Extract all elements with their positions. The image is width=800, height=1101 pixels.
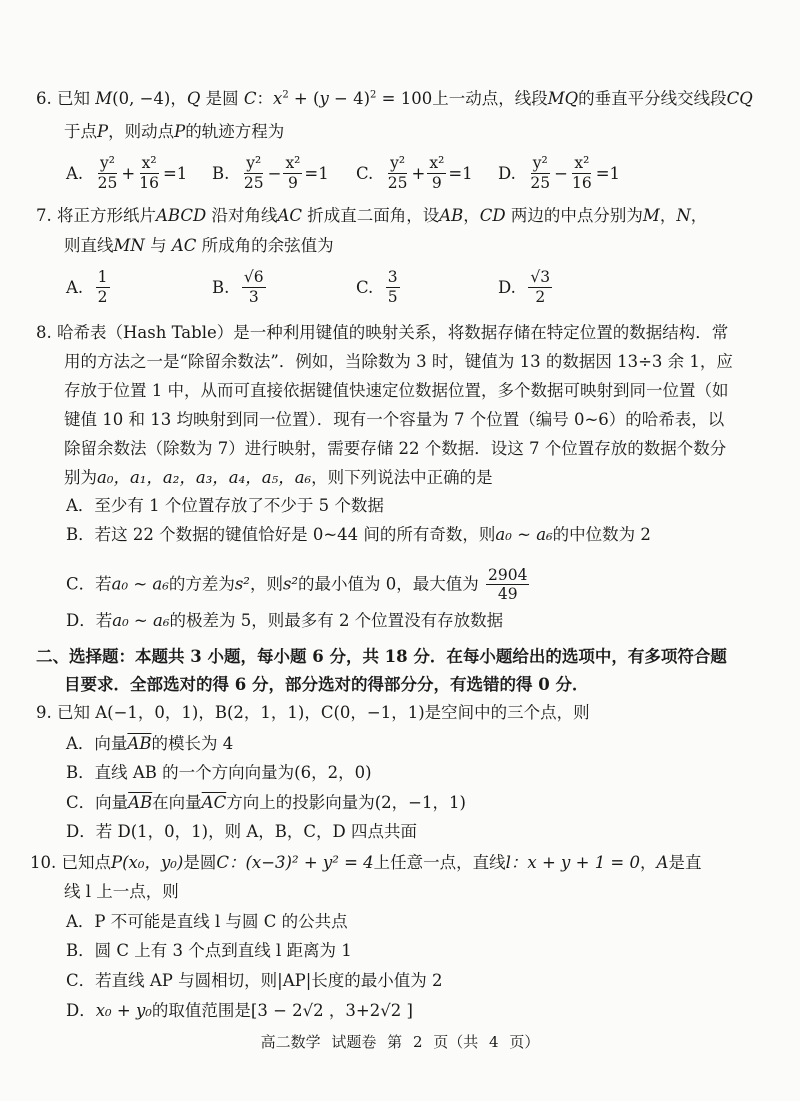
q7-line2: 则直线MN 与 AC 所成角的余弦值为	[64, 236, 334, 255]
q8-line4: 键值 10 和 13 均映射到同一位置）．现有一个容量为 7 个位置（编号 0~6）的哈希表，以	[64, 410, 725, 429]
q7-line1: 7. 将正方形纸片ABCD 沿对角线AC 折成直二面角，设AB，CD 两边的中点分别为M，N，	[36, 206, 708, 225]
q9-stem: 9. 已知 A(−1，0，1)，B(2，1，1)，C(0，−1，1)是空间中的三个点，则	[36, 703, 590, 722]
q9-option-b: B．直线 AB 的一个方向向量为(6，2，0)	[66, 763, 372, 782]
q6-option-a: A. $\frac{\text{y²}}{25}$ + $\frac{\text{x²}}{16}$ =1	[66, 154, 188, 192]
q6-line2: 于点P，则动点P的轨迹方程为	[64, 122, 285, 141]
q7-option-c: C. $\frac{3}{5}$	[356, 268, 398, 306]
q6-options	[0, 148, 800, 198]
q6-option-c: C. $\frac{\text{y²}}{25}$ + $\frac{\text{x²}}{9}$ =1	[356, 154, 473, 192]
q6-option-b: B. $\frac{\text{y²}}{25}$ − $\frac{\text{x²}}{9}$ =1	[212, 154, 329, 192]
q6-option-d: D. $\frac{\text{y²}}{25}$ − $\frac{\text{x²}}{16}$ =1	[498, 154, 621, 192]
q10-option-a: A．P 不可能是直线 l 与圆 C 的公共点	[66, 912, 348, 931]
q7-option-a: A. $\frac{1}{2}$	[66, 268, 108, 306]
q10-option-b: B．圆 C 上有 3 个点到直线 l 距离为 1	[66, 941, 352, 960]
q9-option-a: A．向量$\overline{AB}$的模长为 4	[66, 734, 234, 753]
q9-option-d: D．若 D(1，0，1)，则 A，B，C，D 四点共面	[66, 822, 417, 841]
q8-line1: 8. 哈希表（Hash Table）是一种利用键值的映射关系，将数据存储在特定位置的数据结构．常	[36, 323, 729, 342]
q8-line3: 存放于位置 1 中，从而可直接依据键值快速定位数据位置，多个数据可映射到同一位置（如	[64, 381, 729, 400]
q9-number: 9.	[36, 703, 52, 722]
q8-line5: 除留余数法（除数为 7）进行映射，需要存储 22 个数据．设这 7 个位置存放的数据个数分	[64, 439, 727, 458]
q10-stem-line1: 10. 已知点P(x₀，y₀)是圆C：(x−3)² + y² = 4上任意一点，直线l：x + y + 1 = 0，A是直	[30, 853, 702, 872]
q10-stem-line2: 线 l 上一点，则	[64, 882, 179, 901]
q10-option-d: D．x₀ + y₀的取值范围是[3 − 2√2 ，3+2√2 ]	[66, 1001, 413, 1020]
q7-number: 7.	[36, 206, 52, 225]
q8-number: 8.	[36, 323, 52, 342]
section2-line1: 二、选择题：本题共 3 小题，每小题 6 分，共 18 分．在每小题给出的选项中，有多项符合题	[36, 647, 727, 666]
q10-number: 10.	[30, 853, 57, 872]
q7-option-b: B. $\frac{√6}{3}$	[212, 268, 264, 306]
page-footer: 高二数学 试题卷 第 2 页（共 4 页）	[260, 1033, 540, 1051]
q10-option-c: C．若直线 AP 与圆相切，则|AP|长度的最小值为 2	[66, 971, 443, 990]
q8-option-a: A．至少有 1 个位置存放了不少于 5 个数据	[66, 496, 384, 515]
q8-line2: 用的方法之一是“除留余数法”．例如，当除数为 3 时，键值为 13 的数据因 13÷3 余 1，应	[64, 352, 733, 371]
q7-option-d: D. $\frac{√3}{2}$	[498, 268, 551, 306]
q8-option-d: D．若a₀ ~ a₆的极差为 5，则最多有 2 个位置没有存放数据	[66, 611, 504, 630]
q8-option-c: C．若a₀ ~ a₆的方差为s²，则s²的最小值为 0，最大值为 $\frac{2904}{49}$	[66, 566, 528, 604]
q8-option-b: B．若这 22 个数据的键值恰好是 0~44 间的所有奇数，则a₀ ~ a₆的中位数为 2	[66, 525, 651, 544]
q9-option-c: C．向量$\overline{AB}$在向量$\overline{AC}$方向上的投影向量为(2，−1，1)	[66, 793, 466, 812]
section2-line2: 目要求．全部选对的得 6 分，部分选对的得部分分，有选错的得 0 分．	[64, 675, 589, 694]
q6-number: 6.	[36, 89, 52, 108]
q6-line1: 6. 已知 M(0, −4)，Q 是圆 C：$x^2 + (y - 4)^2 = 100$上一动点，线段MQ的垂直平分线交线段CQ	[36, 89, 753, 108]
q8-line6: 别为a₀，a₁，a₂，a₃，a₄，a₅，a₆，则下列说法中正确的是	[64, 468, 493, 487]
q7-options	[0, 262, 800, 312]
